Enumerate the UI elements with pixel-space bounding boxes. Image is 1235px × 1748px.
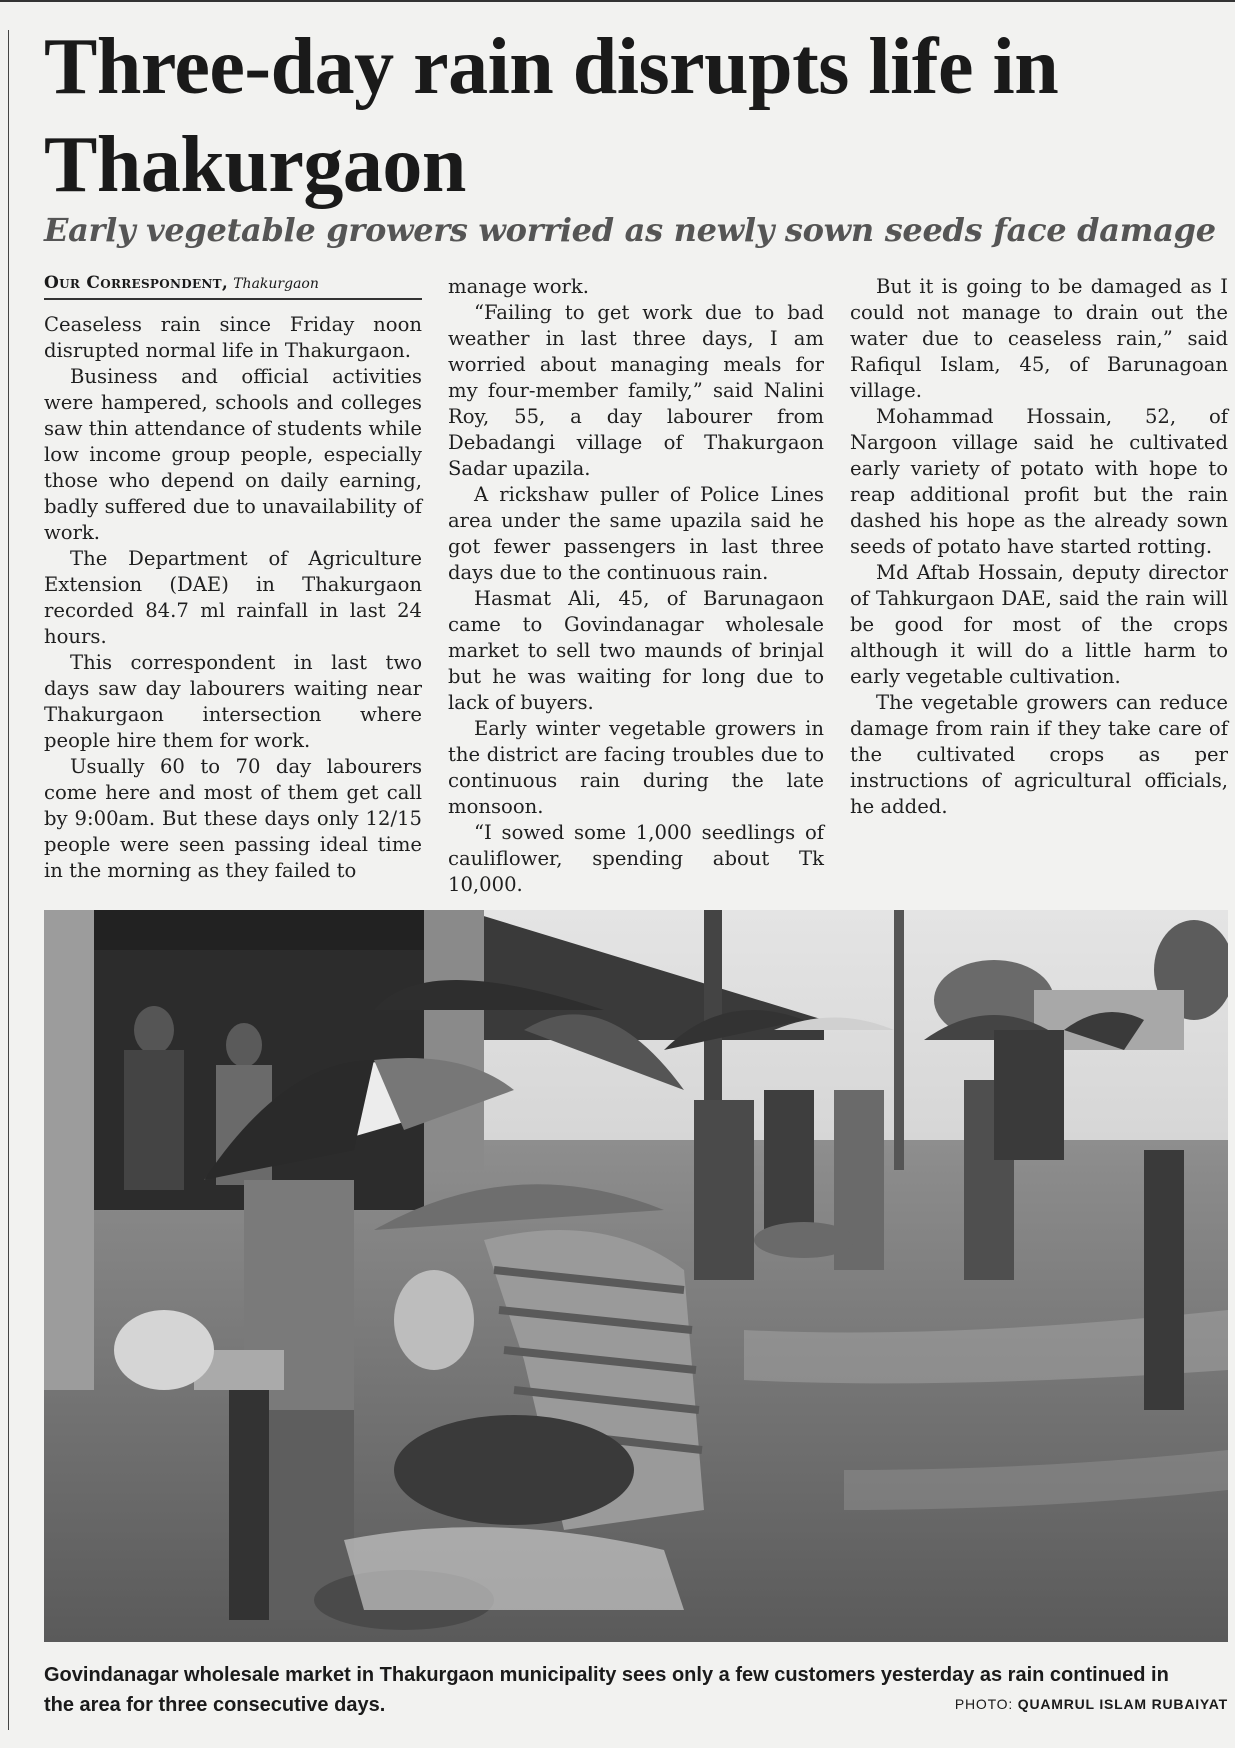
byline-author: Our Correspondent (44, 273, 222, 293)
photo-credit-label: PHOTO: (954, 1696, 1014, 1712)
paragraph: Ceaseless rain since Friday noon disrupted normal life in Thakurgaon. (44, 313, 422, 362)
photo-credit-name: QUAMRUL ISLAM RUBAIYAT (1017, 1696, 1228, 1712)
paragraph: “Failing to get work due to bad weather in last three days, I am worried about managing meals for my four-member family,” said Nalini Roy, 55, a day labourer from Debadangi village of Thakurgaon Sadar upazila. (448, 301, 824, 480)
photo-caption: Govindanagar wholesale market in Thakurgaon municipality sees only a few customers yesterday as rain continued in the area for three consecutive days. (44, 1664, 1169, 1716)
paragraph: Mohammad Hossain, 52, of Nargoon village said he cultivated early variety of potato with hope to reap additional profit but the rain dashed his hope as the already sown seeds of potato have started rotting. (850, 405, 1228, 558)
byline: Our Correspondent, Thakurgaon (44, 272, 422, 300)
byline-location: Thakurgaon (233, 276, 319, 292)
article-column-3 (850, 274, 1228, 820)
paragraph: Hasmat Ali, 45, of Barunagaon came to Govindanagar wholesale market to sell two maunds of brinjal but he was waiting for long due to lack of buyers. (448, 587, 824, 714)
subheadline: Early vegetable growers worried as newly sown seeds face damage (44, 211, 1216, 249)
paragraph: The vegetable growers can reduce damage from rain if they take care of the cultivated crops as per instructions of agricultural officials, he added. (850, 691, 1228, 818)
headline: Three-day rain disrupts life in Thakurgaon (44, 23, 1059, 209)
paragraph: The Department of Agriculture Extension (DAE) in Thakurgaon recorded 84.7 ml rainfall in last 24 hours. (44, 547, 422, 648)
paragraph: Usually 60 to 70 day labourers come here and most of them get call by 9:00am. But these days only 12/15 people were seen passing ideal time in the morning as they failed to (44, 755, 422, 882)
paragraph-continued: manage work. (448, 275, 589, 298)
top-rule (0, 0, 1235, 2)
photo-credit (912, 1696, 1228, 1712)
market-photo (44, 910, 1228, 1642)
left-column-rule (8, 30, 9, 1730)
paragraph: A rickshaw puller of Police Lines area under the same upazila said he got fewer passengers in last three days due to the continuous rain. (448, 483, 824, 584)
paragraph: Md Aftab Hossain, deputy director of Tahkurgaon DAE, said the rain will be good for most of the crops although it will do a little harm to early vegetable cultivation. (850, 561, 1228, 688)
paragraph: Business and official activities were hampered, schools and colleges saw thin attendance of students while low income group people, especially those who depend on daily earning, badly suffered due to unavailability of work. (44, 365, 422, 544)
paragraph: “I sowed some 1,000 seedlings of cauliflower, spending about Tk 10,000. (448, 821, 824, 896)
article-column-2 (448, 274, 824, 898)
paragraph: Early winter vegetable growers in the district are facing troubles due to continuous rain during the late monsoon. (448, 717, 824, 818)
article-column-1 (44, 312, 422, 884)
paragraph-continued: But it is going to be damaged as I could not manage to drain out the water due to ceaseless rain,” said Rafiqul Islam, 45, of Barunagoan village. (850, 275, 1228, 402)
paragraph: This correspondent in last two days saw day labourers waiting near Thakurgaon intersection where people hire them for work. (44, 651, 422, 752)
